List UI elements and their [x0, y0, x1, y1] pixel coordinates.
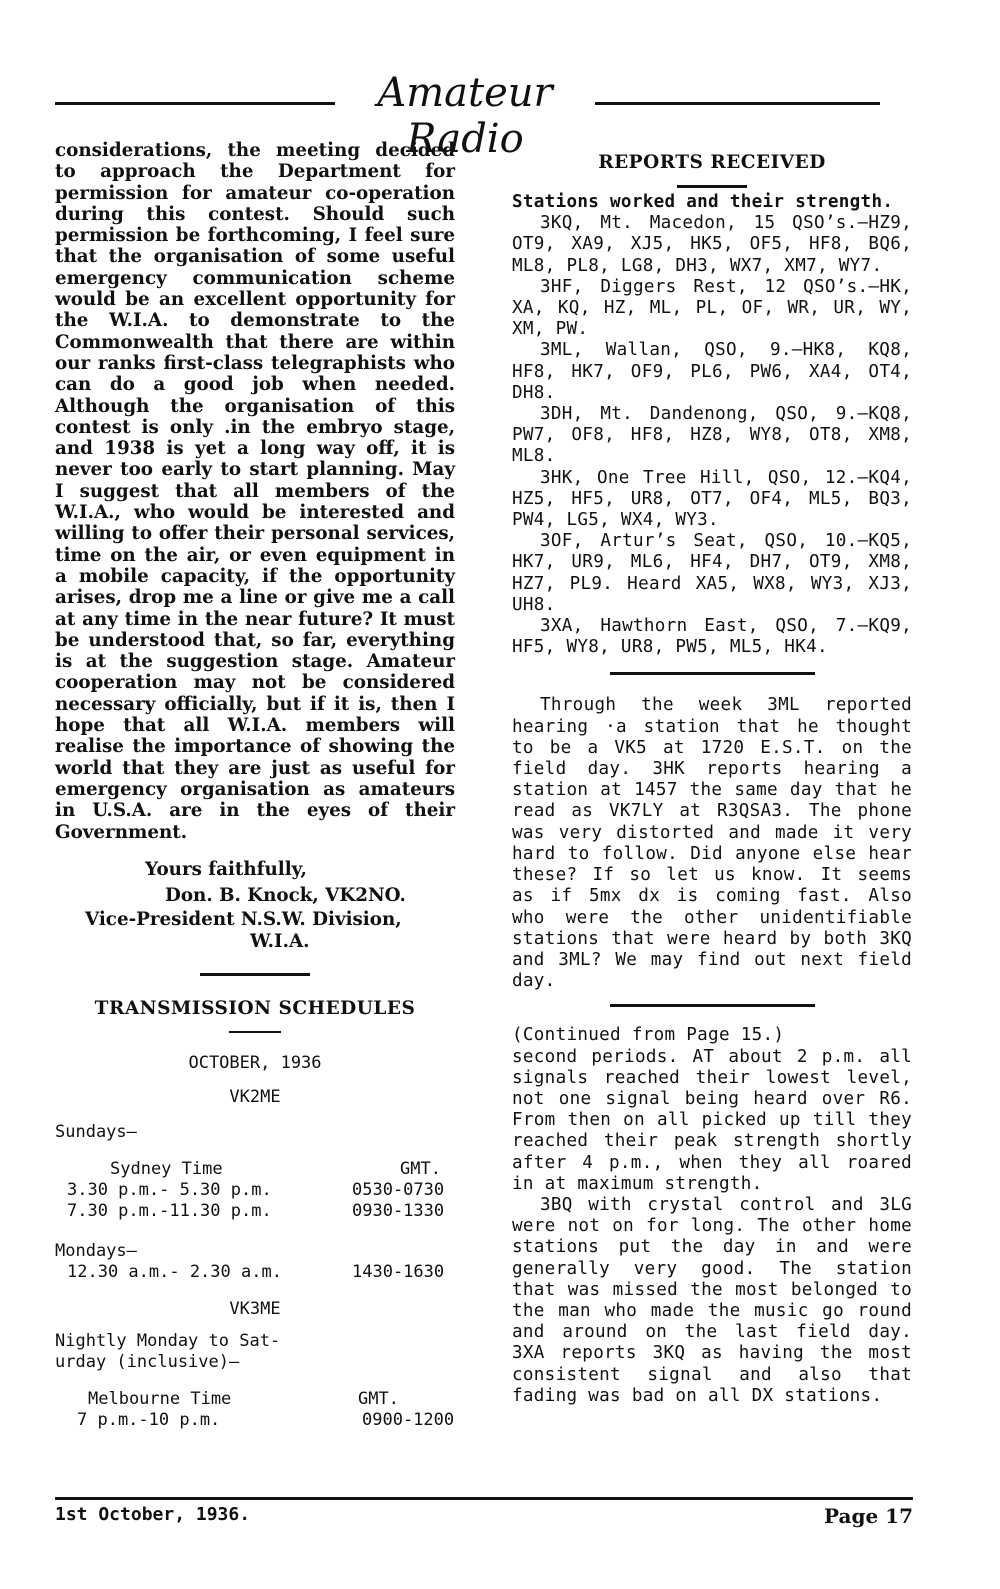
schedule-header-row	[55, 1389, 455, 1410]
col-local-time: Melbourne Time	[88, 1388, 232, 1409]
schedules-heading: TRANSMISSION SCHEDULES	[94, 997, 416, 1019]
letter-signer-org: W.I.A.	[250, 930, 310, 952]
schedule-row	[55, 1201, 455, 1222]
col-gmt: GMT.	[400, 1158, 441, 1179]
mondays-label: Mondays—	[55, 1240, 137, 1261]
schedule-station-vk3me: VK3ME	[229, 1298, 281, 1319]
sundays-label: Sundays—	[55, 1121, 137, 1142]
masthead	[55, 70, 880, 162]
footer-rule	[55, 1497, 913, 1500]
nightly-line-1: Nightly Monday to Sat-	[55, 1330, 281, 1351]
report-entry: 3ML, Wallan, QSO, 9.—HK8, KQ8, HF8, HK7, OF9, PL6, PW6, XA4, OT4, DH8.	[512, 340, 912, 403]
continued-label: (Continued from Page 15.)	[512, 1025, 785, 1046]
nightly-line-2: urday (inclusive)—	[55, 1351, 240, 1372]
week-paragraph: Through the week 3ML reported hearing ·a station that he thought to be a VK5 at 1720 E.S.T. on the field day. 3HK reports hearing a station at 1457 the same day that he read as VK7LY at R3QSA3. The phone was very distorted and made it very hard to follow. Did anyone else hear these? If so let us know. It seems as if 5mx dx is coming fast. Also who were the other unidentifiable stations that were heard by both 3KQ and 3ML? We may find out next field day.	[512, 695, 912, 992]
schedule-row	[55, 1410, 455, 1431]
reports-intro: Stations worked and their strength.	[512, 192, 894, 212]
continued-paragraph-1: second periods. AT about 2 p.m. all signals reached their lowest level, not one signal being heard over R6. From then on all picked up till they reached their peak strength shortly after 4 p.m., when they all roared in at maximum strength.	[512, 1046, 912, 1194]
masthead-title: Amateur Radio	[377, 70, 553, 162]
schedule-row	[55, 1262, 455, 1283]
report-entry: 3KQ, Mt. Macedon, 15 QSO’s.—HZ9, OT9, XA9, XJ5, HK5, OF5, HF8, BQ6, ML8, PL8, LG8, DH3, WX7, XM7, WY7.	[512, 213, 912, 276]
reports-heading: REPORTS RECEIVED	[598, 152, 826, 173]
right-column	[512, 140, 912, 1407]
schedule-gmt: 0930-1330	[352, 1200, 445, 1221]
page-number: Page 17	[824, 1504, 913, 1528]
report-entry: 3XA, Hawthorn East, QSO, 7.—KQ9, HF5, WY8, UR8, PW5, ML5, HK4.	[512, 616, 912, 658]
letter-signer: Don. B. Knock, VK2NO.	[165, 884, 406, 906]
continued-paragraph-2: 3BQ with crystal control and 3LG were not on for long. The other home stations put the day in and were generally very good. The station that was missed the most belonged to the man who made the music go round and around on the last field day. 3XA reports 3KQ as having the most consistent signal and also that fading was bad on all DX stations.	[512, 1194, 912, 1406]
letter-body: considerations, the meeting decided to approach the Department for permission for amateur co-operation during this contest. Should such permission be forthcoming, I feel sure that the organisation of some useful emergency communication scheme would be an excellent opportunity for the W.I.A. to demonstrate to the Commonwealth that there are within our ranks first-class telegraphists who can do a good job when needed. Although the organisation of this contest is only .in the embryo stage, and 1938 is yet a long way off, it is never too early to start planning. May I suggest that all members of the W.I.A., who would be interested and willing to offer their personal services, time on the air, or even equipment in a mobile capacity, if the opportunity arises, drop me a line or give me a call at any time in the near future? It must be understood that, so far, everything is at the suggestion stage. Amateur cooperation may not be considered necessary officially, but if it is, then I hope that all W.I.A. members will realise the importance of showing the world that they are just as useful for emergency organisation as amateurs in U.S.A. are in the eyes of their Government.	[55, 140, 455, 843]
left-column	[55, 140, 455, 1431]
col-gmt: GMT.	[358, 1388, 399, 1409]
letter-signer-title: Vice-President N.S.W. Division,	[85, 908, 402, 930]
report-entry: 3DH, Mt. Dandenong, QSO, 9.—KQ8, PW7, OF8, HF8, HZ8, WY8, OT8, XM8, ML8.	[512, 404, 912, 467]
footer-date: 1st October, 1936.	[55, 1504, 251, 1525]
schedule-local: 12.30 a.m.- 2.30 a.m.	[67, 1261, 282, 1282]
schedule-row	[55, 1180, 455, 1201]
letter-closing: Yours faithfully,	[145, 858, 307, 880]
masthead-rule-right	[595, 102, 880, 105]
schedule-header-row	[55, 1159, 455, 1180]
schedule-local: 3.30 p.m.- 5.30 p.m.	[67, 1179, 272, 1200]
schedule-gmt: 0900-1200	[362, 1409, 455, 1430]
schedule-gmt: 0530-0730	[352, 1179, 445, 1200]
schedule-gmt: 1430-1630	[352, 1261, 445, 1282]
report-entry: 3OF, Artur’s Seat, QSO, 10.—KQ5, HK7, UR9, ML6, HF4, DH7, OT9, XM8, HZ7, PL9. Heard XA5, WX8, WY3, XJ3, UH8.	[512, 531, 912, 615]
schedule-station-vk2me: VK2ME	[229, 1086, 281, 1107]
schedule-local: 7.30 p.m.-11.30 p.m.	[67, 1200, 272, 1221]
masthead-rule-left	[55, 102, 335, 105]
report-entry: 3HF, Diggers Rest, 12 QSO’s.—HK, XA, KQ, HZ, ML, PL, OF, WR, UR, WY, XM, PW.	[512, 276, 912, 340]
report-entry: 3HK, One Tree Hill, QSO, 12.—KQ4, HZ5, HF5, UR8, OT7, OF4, ML5, BQ3, PW4, LG5, WX4, WY3.	[512, 467, 912, 531]
schedule-local: 7 p.m.-10 p.m.	[77, 1409, 221, 1430]
col-local-time: Sydney Time	[110, 1158, 223, 1179]
schedule-month: OCTOBER, 1936	[188, 1052, 322, 1073]
